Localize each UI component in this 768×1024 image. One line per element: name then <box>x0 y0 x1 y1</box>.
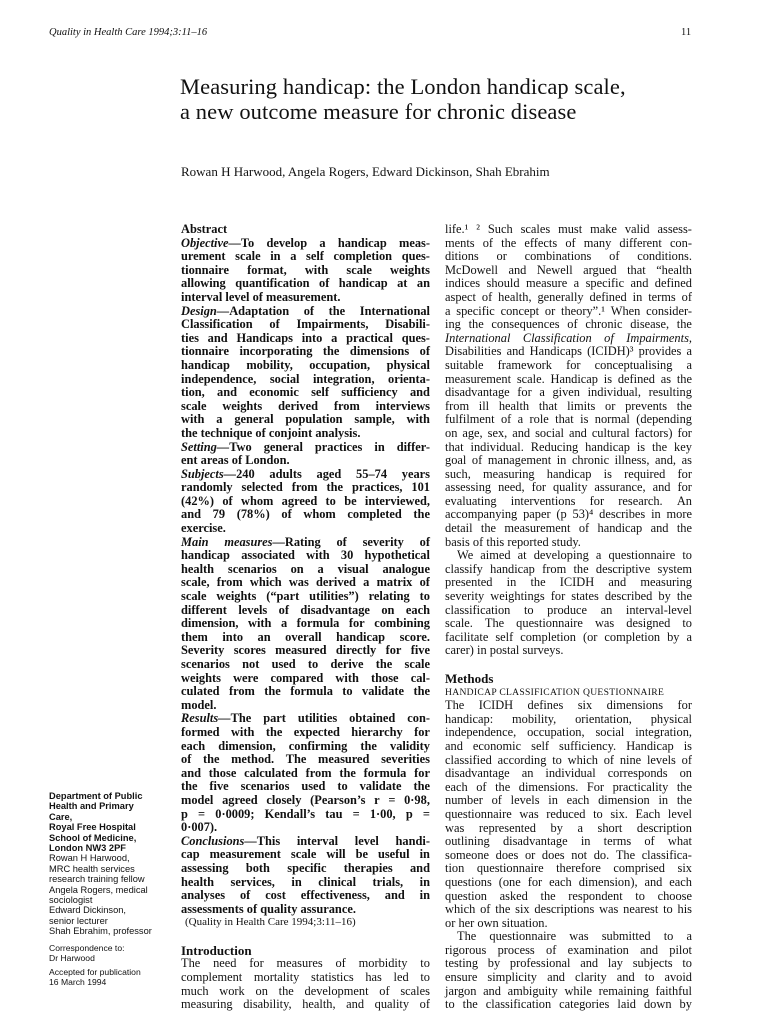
affiliation-line: Royal Free Hospital <box>49 822 136 833</box>
text-line: carer) in postal surveys. <box>445 643 564 658</box>
text-line: on age, sex, and social and cultural factors) for <box>445 425 692 440</box>
text-line: handicap mobility, occupation, physical <box>181 357 430 372</box>
text-line: (42%) of whom agreed to be interviewed, <box>181 493 430 508</box>
text-line: or her own situation. <box>445 915 548 930</box>
text-line: each dimension, confirming the validity <box>181 738 430 753</box>
text-line: questionnaire was reduced to six. Each level <box>445 806 692 821</box>
affiliation-sidebar <box>49 791 179 987</box>
text-line: formed with the expected hierarchy for <box>181 724 430 739</box>
text-line: basis of this reported study. <box>445 534 581 549</box>
text-line: life.¹ ² Such scales must make valid assess- <box>445 222 692 236</box>
text-line: weights were compared with those cal- <box>181 670 430 685</box>
text-line: ing the consequences of chronic disease, the <box>445 317 692 332</box>
text-line: scale, from which was derived a matrix of <box>181 575 430 590</box>
text-line: cap measurement scale will be useful in <box>181 847 430 862</box>
text-line: classification to produce an interval-level <box>445 602 692 617</box>
affiliation-line: Health and Primary <box>49 801 134 812</box>
affiliation-line: sociologist <box>49 895 93 906</box>
text-line: Disabilities and Handicaps (ICIDH)³ provides a <box>445 344 692 359</box>
journal-citation-header: Quality in Health Care 1994;3:11–16 <box>49 27 208 38</box>
text-line: Results—The part utilities obtained con- <box>181 711 430 726</box>
text-line: fulfilment of a role that is normal (depending <box>445 412 692 427</box>
text-line: complement mortality statistics has led to <box>181 970 430 985</box>
affiliation-line: Department of Public <box>49 791 143 801</box>
text-line: disadvantage an individual corresponds on <box>445 766 692 781</box>
page-number: 11 <box>681 27 692 38</box>
text-line: health scenarios on a visual analogue <box>181 561 430 576</box>
text-line: scale weights derived from interviews <box>181 398 430 413</box>
text-line: Main measures—Rating of severity of <box>181 534 430 549</box>
text-line: randomly selected from the practices, 101 <box>181 480 430 495</box>
affiliation-line: Care, <box>49 811 73 822</box>
text-line: culated from the formula to validate the <box>181 684 430 699</box>
text-line: suitable framework for conceptualising a <box>445 357 692 372</box>
section-heading: Abstract <box>181 222 228 236</box>
affiliation-line: Rowan H Harwood, <box>49 853 130 864</box>
text-line: The ICIDH defines six dimensions for <box>445 698 692 713</box>
text-line: them into an overall handicap score. <box>181 629 430 644</box>
text-line: ensure simplicity and clarity and to avoid <box>445 970 692 985</box>
text-line: measurement scale. Handicap is defined as the <box>445 371 692 386</box>
title-line: a new outcome measure for chronic disease <box>180 99 577 124</box>
text-line: from ill health that limits or prevents the <box>445 398 692 413</box>
text-line: (Quality in Health Care 1994;3:11–16) <box>185 916 356 929</box>
text-line: exercise. <box>181 521 226 536</box>
text-line: handicap: mobility, orientation, physical <box>445 711 692 726</box>
text-line: questions (one for each dimension), and each <box>445 874 692 889</box>
affiliation-line: MRC health services <box>49 863 135 874</box>
text-line: of the method. The measured severities <box>181 752 430 767</box>
text-line: different levels of disadvantage on each <box>181 602 430 617</box>
text-line: ties and Handicaps into a practical ques- <box>181 330 430 345</box>
text-line: testing by professional and lay subjects to <box>445 956 692 971</box>
text-line: someone does or does not do. The classifica- <box>445 847 692 862</box>
text-line: tionnaire format, with scale weights <box>181 262 430 277</box>
text-line: Subjects—240 adults aged 55–74 years <box>181 466 430 481</box>
text-line: We aimed at developing a questionnaire to <box>457 548 692 563</box>
text-line: with a general population sample, with <box>181 412 430 427</box>
section-heading: Methods <box>445 671 494 686</box>
affiliation-line: Angela Rogers, medical <box>49 884 148 895</box>
text-line: tion, and economic self sufficiency and <box>181 385 430 400</box>
text-line: tion questionnaire therefore comprised six <box>445 861 692 876</box>
text-line <box>445 658 692 672</box>
text-line: that individual. Reducing handicap is the key <box>445 439 692 454</box>
text-line: handicap associated with 30 hypothetical <box>181 548 430 563</box>
article-title <box>180 74 740 124</box>
text-line: the five scenarios used to validate the <box>181 779 430 794</box>
text-line: ments of the effects of many different con- <box>445 235 692 250</box>
text-line: allowing quantification of handicap at an <box>181 276 430 291</box>
text-line: was represented by a short description <box>445 820 692 835</box>
section-heading: Introduction <box>181 942 252 958</box>
text-line: scenarios not used to derive the scale <box>181 657 430 671</box>
text-line: model. <box>181 697 217 712</box>
text-line: disadvantage for a given individual, resulting <box>445 385 692 400</box>
text-line: assessing both specific therapies and <box>181 860 430 875</box>
text-line: jargon and ambiguity while remaining faithful <box>445 983 692 998</box>
text-line: question asked the respondent to choose <box>445 888 692 903</box>
author-list: Rowan H Harwood, Angela Rogers, Edward Dickinson, Shah Ebrahim <box>181 164 550 179</box>
text-line: number of levels in each dimension in the <box>445 793 692 808</box>
title-line: Measuring handicap: the London handicap scale, <box>180 74 626 99</box>
text-line: The need for measures of morbidity to <box>181 956 430 971</box>
text-line: rigorous process of examination and pilot <box>445 942 692 957</box>
text-line: measuring disability, health, and quality of <box>181 997 430 1012</box>
text-line: facilitate self completion (or completion by a <box>445 629 692 644</box>
text-line: model agreed closely (Pearson’s r = 0·98, <box>181 792 430 807</box>
text-line: International Classification of Impairments, <box>445 330 692 345</box>
text-line: the technique of conjoint analysis. <box>181 425 361 440</box>
text-line: urement scale in a self completion ques- <box>181 249 430 264</box>
text-line: accompanying paper (p 53)⁴ describes in more <box>445 507 692 522</box>
text-line: ent areas of London. <box>181 453 290 468</box>
text-line: evaluating interventions for research. An <box>445 493 692 508</box>
affiliation-line: senior lecturer <box>49 915 108 926</box>
text-line: much work on the development of scales <box>181 983 430 998</box>
text-line: 0·007). <box>181 820 218 835</box>
affiliation-line: 16 March 1994 <box>49 976 107 987</box>
text-line: interval level of measurement. <box>181 289 341 304</box>
text-line: indices should measure a specific and defined <box>445 276 692 291</box>
text-line: each of the dimensions. For practicality the <box>445 779 692 794</box>
text-line: aspect of health, generally defined in terms of <box>445 289 692 304</box>
text-line: assessing need, for quality assurance, and for <box>445 480 692 495</box>
text-line: independence, social integration, orienta- <box>181 371 430 386</box>
text-line: classified according to which of nine levels of <box>445 752 692 767</box>
text-line: Conclusions—This interval level handi- <box>181 833 430 848</box>
text-line: Design—Adaptation of the International <box>181 303 430 318</box>
subsection-heading: HANDICAP CLASSIFICATION QUESTIONNAIRE <box>445 686 665 698</box>
text-line: scale weights (“part utilities”) relating to <box>181 589 430 604</box>
text-line: Classification of Impairments, Disabili- <box>181 317 430 332</box>
affiliation-line: Dr Harwood <box>49 953 95 964</box>
affiliation-line: Edward Dickinson, <box>49 905 126 916</box>
text-line: Severity scores measured directly for five <box>181 643 430 658</box>
text-line: The questionnaire was submitted to a <box>457 929 692 944</box>
text-line: to the classification categories laid down by <box>445 997 692 1012</box>
affiliation-line: Accepted for publication <box>49 966 141 977</box>
affiliation-line: Shah Ebrahim, professor <box>49 926 152 937</box>
text-line: assessments of quality assurance. <box>181 901 356 916</box>
affiliation-line: London NW3 2PF <box>49 843 126 854</box>
text-line: severity weightings for states described by the <box>445 589 692 604</box>
text-line: p = 0·0009; Kendall’s tau = 1·00, p = <box>181 806 430 821</box>
text-line: and economic self sufficiency. Handicap is <box>445 738 692 753</box>
affiliation-line: research training fellow <box>49 874 145 885</box>
text-line: ditions or combinations of conditions. <box>445 249 692 264</box>
text-line: Setting—Two general practices in differ- <box>181 439 430 454</box>
text-line: such, measuring handicap is required for <box>445 466 692 481</box>
text-line: analyses of cost effectiveness, and in <box>181 888 430 903</box>
text-line: tionnaire incorporating the dimensions of <box>181 344 430 359</box>
text-line: detail the measurement of handicap and the <box>445 521 692 536</box>
text-line <box>181 930 430 944</box>
body-column <box>445 223 692 1012</box>
text-line: and those calculated from the formula for <box>181 765 430 780</box>
text-line: classify handicap from the descriptive system <box>445 561 692 576</box>
affiliation-line: School of Medicine, <box>49 832 137 843</box>
abstract-column <box>181 223 430 1012</box>
text-line: a specific concept or theory”.¹ When consider- <box>445 303 692 318</box>
affiliation-line: Correspondence to: <box>49 942 125 953</box>
text-line: independence, occupation, social integration, <box>445 725 692 740</box>
text-line: goal of management in chronic illness, and, as <box>445 453 692 468</box>
text-line: Objective—To develop a handicap meas- <box>181 235 430 250</box>
text-line: and 79 (78%) of whom completed the <box>181 507 430 522</box>
text-line: McDowell and Newell argued that “health <box>445 262 692 277</box>
text-line: outlining disadvantage in terms of what <box>445 834 692 849</box>
text-line: health services, in clinical trials, in <box>181 874 430 889</box>
text-line: which of the six descriptions was nearest to his <box>445 902 692 917</box>
text-line: dimension, with a formula for combining <box>181 616 430 631</box>
text-line: presented in the ICIDH and measuring <box>445 575 692 590</box>
text-line: scale. The questionnaire was designed to <box>445 616 692 631</box>
